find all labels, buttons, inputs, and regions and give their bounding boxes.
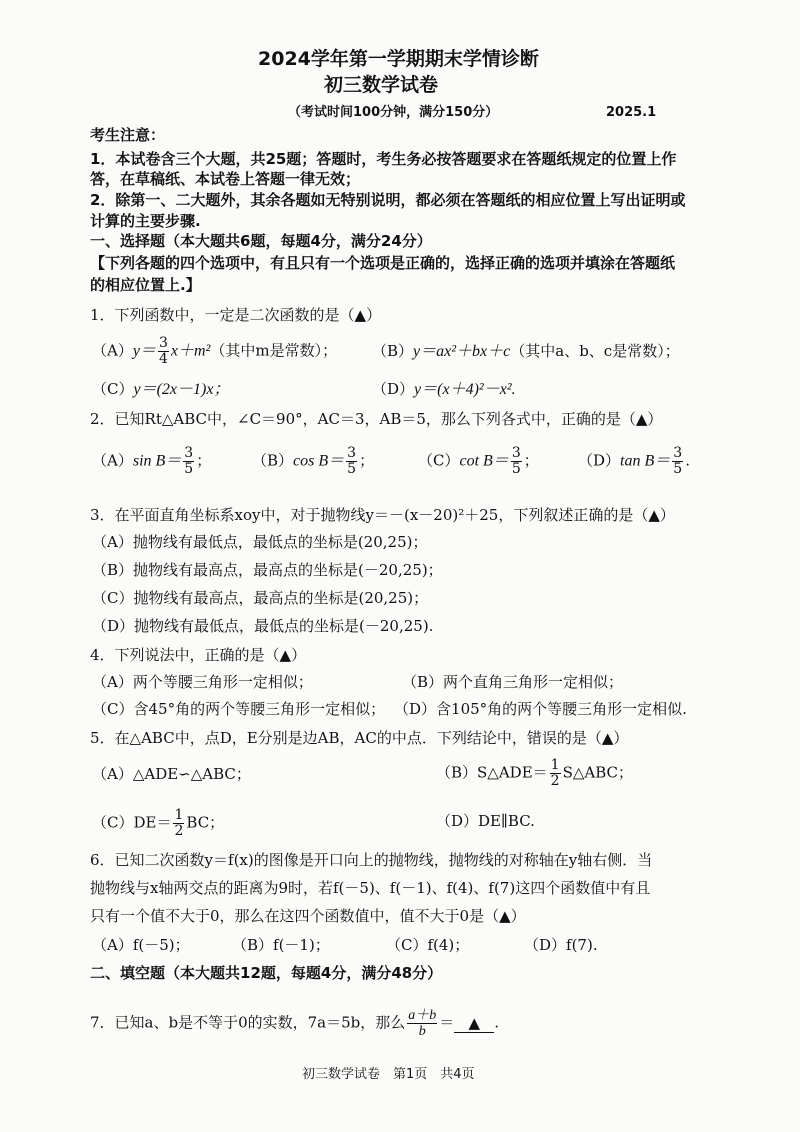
question-4-stem: 4．下列说法中，正确的是（▲） [90, 646, 307, 664]
exam-title-line1: 2024学年第一学期期末学情诊断 [258, 48, 539, 70]
q4-option-b: （B）两个直角三角形一定相似； [402, 673, 624, 691]
q4-option-d: （D）含105°角的两个等腰三角形一定相似. [394, 700, 687, 718]
question-5-stem: 5．在△ABC中，点D，E分别是边AB，AC的中点．下列结论中，错误的是（▲） [90, 729, 629, 747]
section2-heading: 二、填空题（本大题共12题，每题4分，满分48分） [90, 964, 443, 982]
question-2-stem: 2．已知Rt△ABC中，∠C＝90°，AC＝3，AB＝5，那么下列各式中，正确的是（▲） [90, 410, 663, 428]
q6-option-c: （C）f(4)； [386, 936, 470, 954]
question-1-stem: 1．下列函数中，一定是二次函数的是（▲） [90, 306, 382, 324]
q1-option-a: （A）y＝ $\frac{3}{4}$ x＋m²（其中m是常数）； [92, 335, 338, 367]
notice-line: 答，在草稿纸、本试卷上答题一律无效； [90, 170, 361, 188]
section1-instruction: 【下列各题的四个选项中，有且只有一个选项是正确的，选择正确的选项并填涂在答题纸 [90, 254, 676, 272]
q2-option-a: （A）sin B＝ $\frac{3}{5}$ ； [92, 445, 212, 477]
q2-option-b: （B）cos B＝ $\frac{3}{5}$ ； [252, 445, 375, 477]
question-6-line: 6．已知二次函数y＝f(x)的图像是开口向上的抛物线，抛物线的对称轴在y轴右侧．当 [90, 851, 653, 869]
q5-option-b: （B）S△ADE＝ $\frac{1}{2}$ S△ABC； [436, 757, 634, 789]
section1-heading: 一、选择题（本大题共6题，每题4分，满分24分） [90, 232, 432, 250]
q1-option-d: （D）y＝(x＋4)²－x². [372, 380, 516, 398]
notice-line: 计算的主要步骤. [90, 212, 201, 230]
q5-option-d: （D）DE∥BC. [436, 812, 535, 830]
q1-option-c: （C）y＝(2x－1)x； [92, 380, 230, 398]
q6-option-b: （B）f(－1)； [232, 936, 330, 954]
exam-title-line2: 初三数学试卷 [324, 74, 439, 96]
notice-heading: 考生注意： [90, 126, 166, 144]
question-7: 7．已知a、b是不等于0的实数，7a＝5b，那么 $\frac{a+b}{b}$ ＝ ▲ . [90, 1008, 500, 1039]
q3-option-c: （C）抛物线有最高点，最高点的坐标是(20,25)； [92, 589, 429, 607]
q1-option-b: （B）y＝ax²＋bx＋c（其中a、b、c是常数）； [372, 342, 680, 360]
q6-option-d: （D）f(7). [524, 936, 598, 954]
q2-option-c: （C）cot B＝ $\frac{3}{5}$ ； [418, 445, 539, 477]
q6-option-a: （A）f(－5)； [92, 936, 190, 954]
question-3-stem: 3．在平面直角坐标系xoy中，对于抛物线y＝－(x－20)²＋25，下列叙述正确的是（▲） [90, 506, 675, 524]
q4-option-a: （A）两个等腰三角形一定相似； [92, 673, 313, 691]
q3-option-b: （B）抛物线有最高点，最高点的坐标是(－20,25)； [92, 561, 443, 579]
question-6-line: 抛物线与x轴两交点的距离为9时，若f(－5)、f(－1)、f(4)、f(7)这四个函数值中有且 [90, 879, 651, 897]
exam-date: 2025.1 [606, 105, 657, 120]
q2-option-d: （D）tan B＝ $\frac{3}{5}$ . [578, 445, 690, 477]
q3-option-a: （A）抛物线有最低点，最低点的坐标是(20,25)； [92, 533, 428, 551]
q4-option-c: （C）含45°角的两个等腰三角形一定相似； [92, 700, 386, 718]
question-6-line: 只有一个值不大于0，那么在这四个函数值中，值不大于0是（▲） [90, 907, 526, 925]
section1-instruction: 的相应位置上.】 [90, 276, 201, 294]
q5-option-a: （A）△ADE∽△ABC； [92, 765, 251, 783]
notice-line: 1．本试卷含三个大题，共25题；答题时，考生务必按答题要求在答题纸规定的位置上作 [90, 150, 677, 168]
answer-blank: ▲ [454, 1014, 494, 1033]
q3-option-d: （D）抛物线有最低点，最低点的坐标是(－20,25). [92, 617, 434, 635]
exam-info: （考试时间100分钟，满分150分） [288, 105, 499, 120]
page-footer: 初三数学试卷 第1页 共4页 [302, 1067, 475, 1082]
q5-option-c: （C）DE＝ $\frac{1}{2}$ BC； [92, 807, 225, 839]
notice-line: 2．除第一、二大题外，其余各题如无特别说明，都必须在答题纸的相应位置上写出证明或 [90, 191, 686, 209]
